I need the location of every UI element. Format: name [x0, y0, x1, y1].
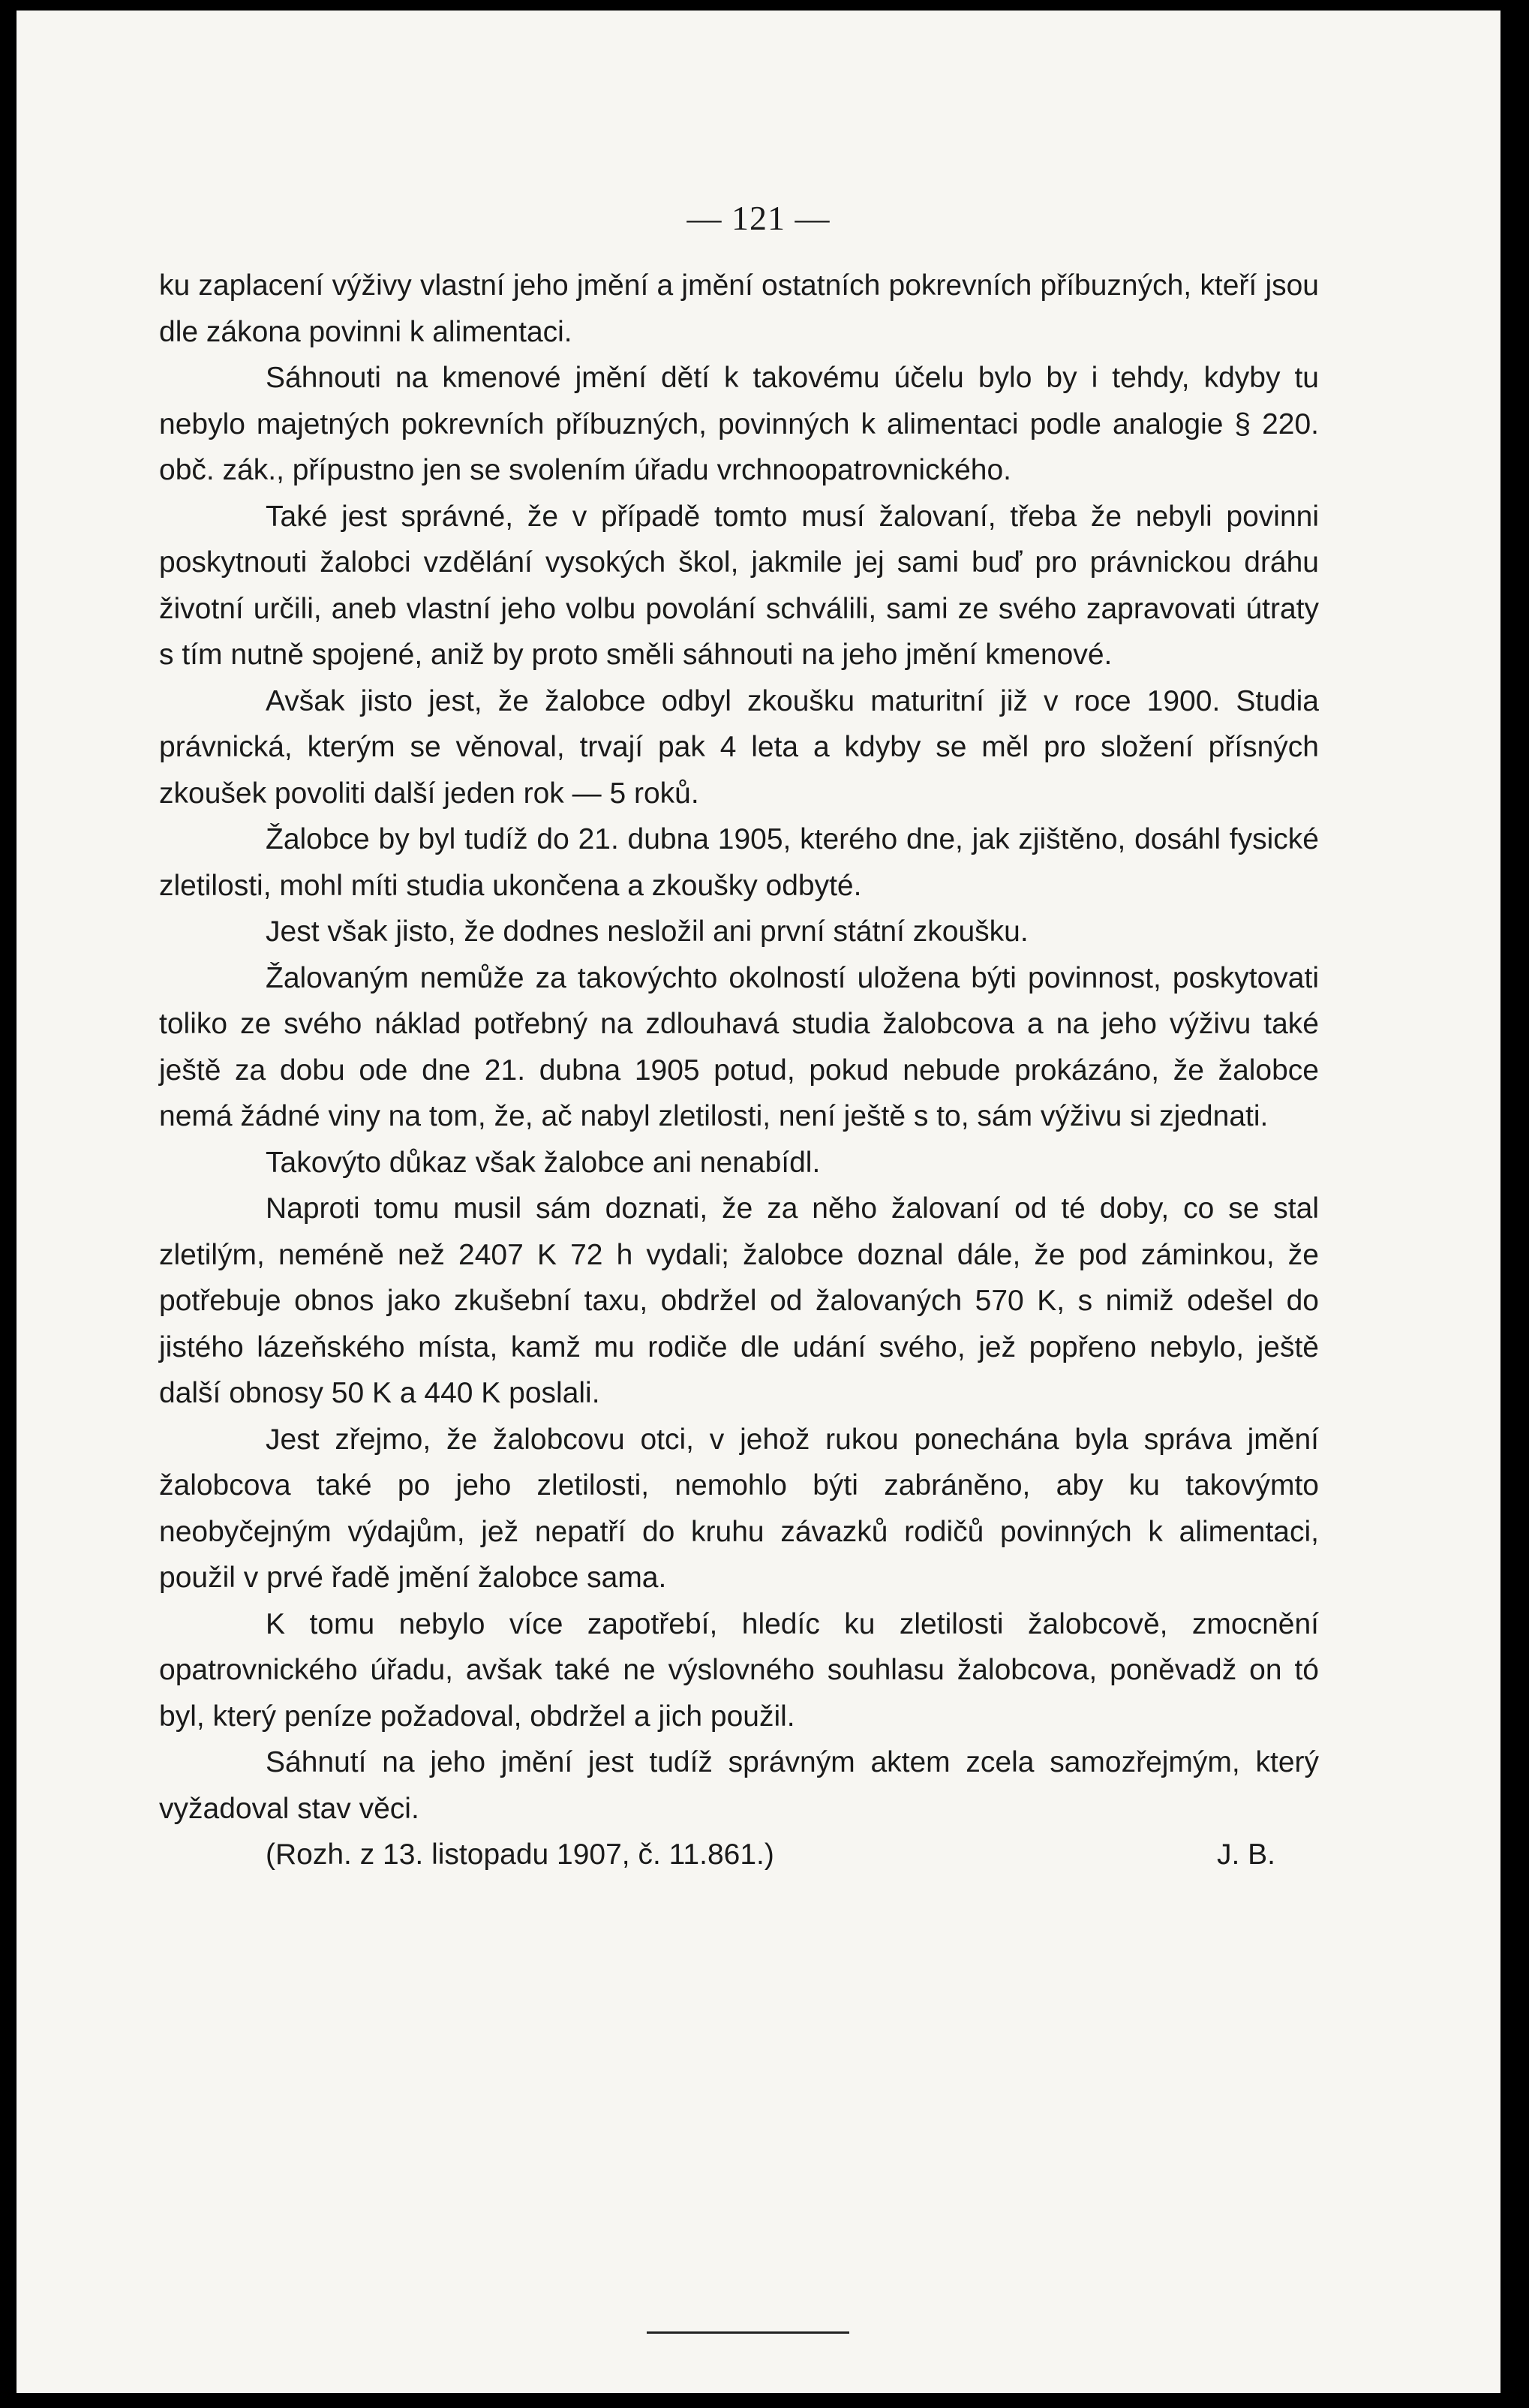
closing-rule [647, 2331, 849, 2334]
paragraph: Jest zřejmo, že žalobcovu otci, v jehož rukou ponechána byla správa jmění žalobcova také po jeho zletilosti, nemohlo býti zabráněno, aby ku takovýmto neobyčejným výdajům, jež nepatří do kruhu závazků rodičů povinných k alimentaci, použil v prvé řadě jmění žalobce sama. [159, 1423, 1319, 1594]
author-initials: J. B. [1216, 1838, 1275, 1871]
paragraph: Žalovaným nemůže za takovýchto okolností uložena býti povinnost, poskytovati toliko ze svého náklad potřebný na zdlouhavá studia žalobcova a na jeho výživu také ještě za dobu ode dne 21. dubna 1905 potud, pokud nebude prokázáno, že žalobce nemá žádné viny na tom, že, ač nabyl zletilosti, není ještě s to, sám výživu si zjednati. [159, 961, 1319, 1132]
body-text [159, 263, 1319, 1878]
paragraph: K tomu nebylo více zapotřebí, hledíc ku zletilosti žalobcově, zmocnění opatrovnického úřadu, avšak také ne výslovného souhlasu žalobcova, poněvadž on tó byl, který peníze požadoval, obdržel a jich použil. [159, 1607, 1319, 1733]
paragraph: Naproti tomu musil sám doznati, že za něho žalovaní od té doby, co se stal zletilým, neméně než 2407 K 72 h vydali; žalobce doznal dále, že pod záminkou, že potřebuje obnos jako zkušební taxu, obdržel od žalovaných 570 K, s nimiž odešel do jistého lázeňského místa, kamž mu rodiče dle udání svého, jež popřeno nebylo, ještě další obnosy 50 K a 440 K poslali. [159, 1192, 1319, 1409]
document-page [17, 11, 1500, 2393]
paragraph: ku zaplacení výživy vlastní jeho jmění a jmění ostatních pokrevních příbuzných, kteří jsou dle zákona povinni k alimentaci. [159, 269, 1319, 348]
citation-reference: (Rozh. z 13. listopadu 1907, č. 11.861.) [266, 1838, 774, 1871]
paragraph: Sáhnouti na kmenové jmění dětí k takovému účelu bylo by i tehdy, kdyby tu nebylo majetných pokrevních příbuzných, povinných k alimentaci podle analogie § 220. obč. zák., přípustno jen se svolením úřadu vrchnoopatrovnického. [159, 362, 1319, 486]
paragraph: Sáhnutí na jeho jmění jest tudíž správným aktem zcela samozřejmým, který vyžadoval stav věci. [159, 1746, 1319, 1825]
paragraph: Avšak jisto jest, že žalobce odbyl zkoušku maturitní již v roce 1900. Studia právnická, kterým se věnoval, trvají pak 4 leta a kdyby se měl pro složení přísných zkoušek povoliti další jeden rok — 5 roků. [159, 684, 1319, 810]
citation-line [159, 1832, 1319, 1878]
paragraph: Žalobce by byl tudíž do 21. dubna 1905, kterého dne, jak zjištěno, dosáhl fysické zletilosti, mohl míti studia ukončena a zkoušky odbyté. [159, 823, 1319, 902]
paragraph: Jest však jisto, že dodnes nesložil ani první státní zkoušku. [266, 915, 1029, 948]
page-number: — 121 — [686, 199, 831, 237]
paragraph: Takovýto důkaz však žalobce ani nenabídl. [266, 1146, 821, 1179]
paragraph: Také jest správné, že v případě tomto musí žalovaní, třeba že nebyli povinni poskytnouti žalobci vzdělání vysokých škol, jakmile jej sami buď pro právnickou dráhu životní určili, aneb vlastní jeho volbu povolání schválili, sami ze svého zapravovati útraty s tím nutně spojené, aniž by proto směli sáhnouti na jeho jmění kmenové. [159, 500, 1319, 671]
